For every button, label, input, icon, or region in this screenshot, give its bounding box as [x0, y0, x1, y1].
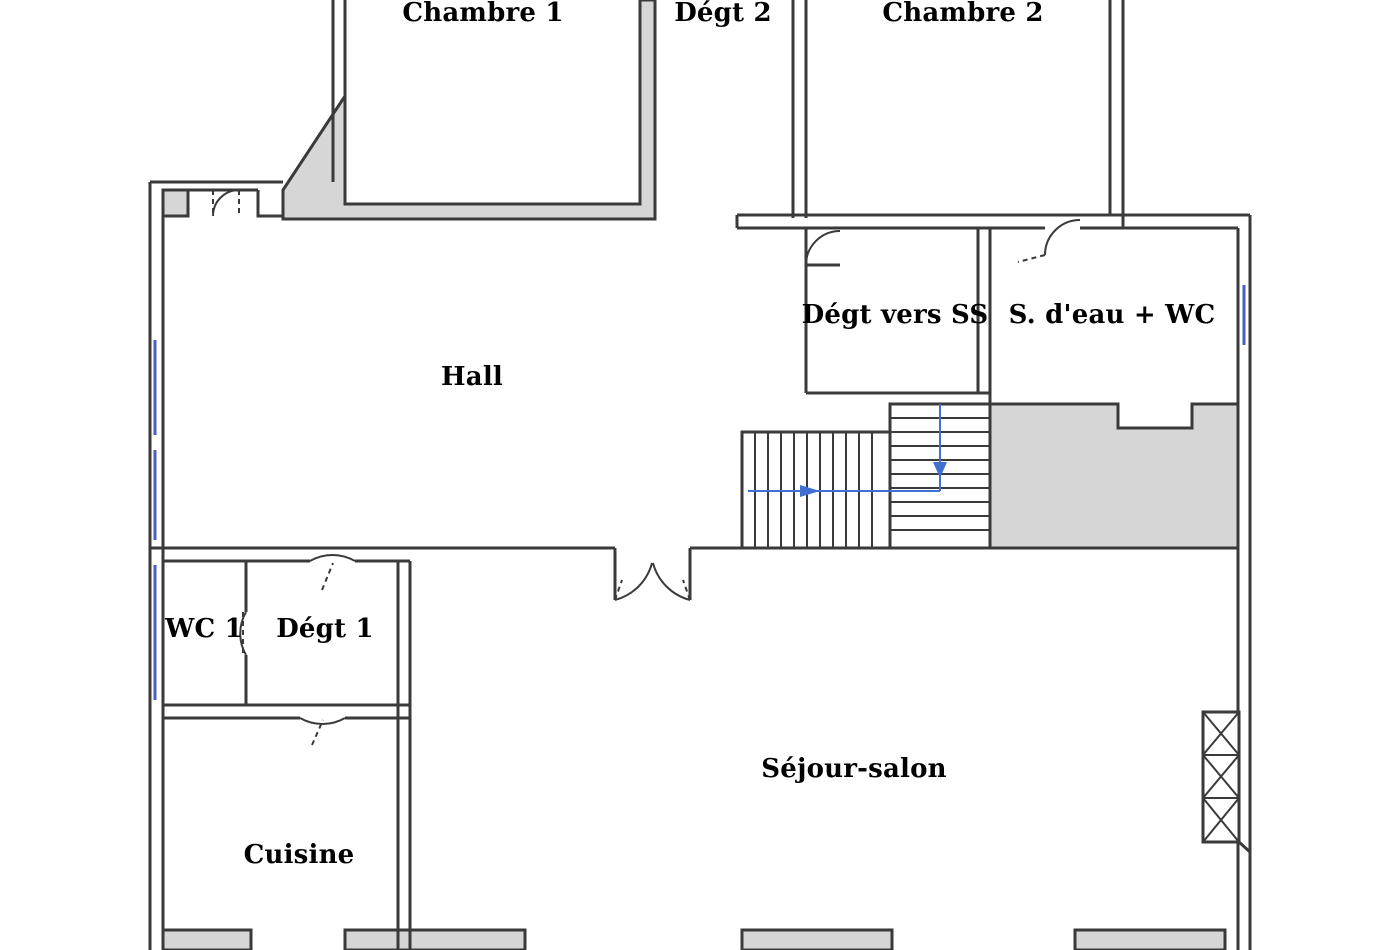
door-arc-degt1-south: [300, 718, 345, 724]
room-label-s-eau-wc: S. d'eau + WC: [1008, 300, 1216, 330]
window-sill-2: [345, 930, 525, 950]
room-label-chambre1: Chambre 1: [402, 0, 564, 28]
door-leaf-seau: [1018, 255, 1045, 262]
door-arc-seau: [1045, 220, 1080, 255]
wall-stub-left: [163, 190, 188, 216]
wall-body-landing: [990, 404, 1238, 548]
wall-body-chambre1: [283, 0, 655, 219]
window-sill-tick: [1239, 842, 1250, 852]
window-east-sejour: [1203, 712, 1250, 852]
door-arc-degtss: [806, 231, 840, 265]
room-label-wc1: WC 1: [165, 614, 243, 644]
room-label-chambre2: Chambre 2: [882, 0, 1044, 28]
door-leaf-degt1-north: [322, 563, 333, 590]
room-label-degt1: Dégt 1: [276, 614, 374, 644]
room-label-cuisine: Cuisine: [243, 840, 355, 870]
room-label-degt2: Dégt 2: [674, 0, 772, 28]
staircase: [742, 404, 990, 548]
window-sill-4: [1075, 930, 1225, 950]
wall-northwest-jog: [258, 190, 283, 216]
door-arc-degt1-north: [310, 555, 355, 561]
window-sill-3: [742, 930, 892, 950]
window-sill-1: [163, 930, 251, 950]
room-label-hall: Hall: [441, 362, 503, 392]
room-label-degt-vers-ss: Dégt vers SS: [801, 300, 989, 330]
room-label-sejour-salon: Séjour-salon: [761, 754, 947, 784]
wall-fills: [163, 0, 1238, 950]
door-arc-nw: [213, 190, 239, 216]
